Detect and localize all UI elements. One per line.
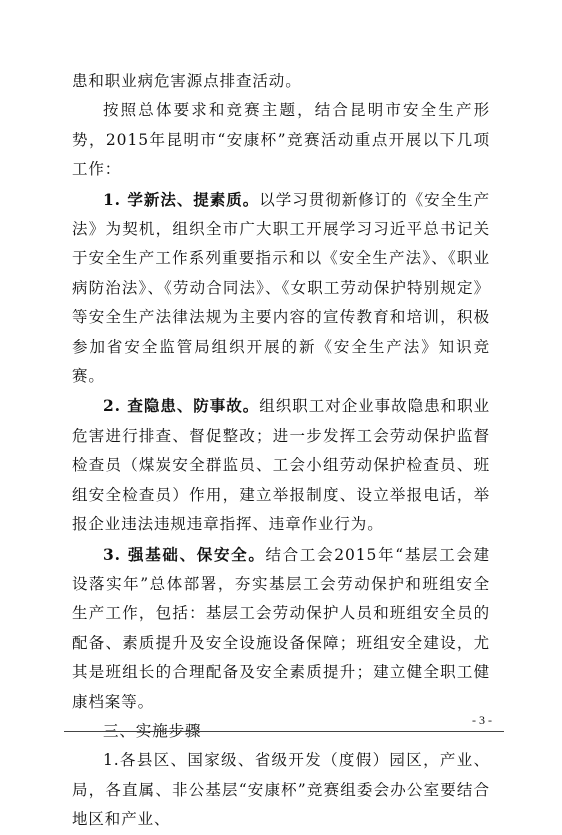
- paragraph-text: 结合工会2015年“基层工会建设落实年”总体部署，夯实基层工会劳动保护和班组安全生产工作，包括：基层工会劳动保护人员和班组安全员的配备、素质提升及安全设施设备保障；班组安全建设，尤其是班组长的合理配备及安全素质提升；建立健全职工健康档案等。: [72, 545, 491, 711]
- footer-divider: [64, 731, 504, 732]
- paragraph-text: 按照总体要求和竞赛主题，结合昆明市安全生产形势，2015年昆明市“安康杯”竞赛活动重点开展以下几项工作：: [72, 101, 490, 179]
- paragraph-intro: [72, 96, 490, 184]
- paragraph-continuation: [72, 67, 490, 96]
- item-heading: 1. 学新法、提素质。: [103, 189, 260, 209]
- section-title: 三、实施步骤: [103, 721, 202, 740]
- page-number: - 3 -: [472, 713, 492, 727]
- paragraph-step-1: [72, 746, 490, 834]
- paragraph-text: 1.各县区、国家级、省级开发（度假）园区，产业、局，各直属、非公基层“安康杯”竞赛组委会办公室要结合地区和产业、: [72, 751, 490, 829]
- item-heading: 2. 查隐患、防事故。: [103, 396, 260, 416]
- paragraph-item-2: [72, 391, 490, 539]
- paragraph-item-1: [72, 185, 490, 392]
- paragraph-item-3: [72, 540, 490, 717]
- paragraph-text: 患和职业病危害源点排查活动。: [72, 72, 302, 90]
- paragraph-text: 以学习贯彻新修订的《安全生产法》为契机，组织全市广大职工开展学习习近平总书记关于安全生产工作系列重要指示和以《安全生产法》、《职业病防治法》、《劳动合同法》、《女职工劳动保护特别规定》等安全生产法律法规为主要内容的宣传教育和培训，积极参加省安全监管局组织开展的新《安全生产法》知识竞赛。: [72, 190, 490, 386]
- item-heading: 3. 强基础、保安全。: [103, 544, 266, 564]
- paragraph-text: 组织职工对企业事故隐患和职业危害进行排查、督促整改；进一步发挥工会劳动保护监督检查员（煤炭安全群监员、工会小组劳动保护检查员、班组安全检查员）作用，建立举报制度、设立举报电话，举报企业违法违规违章指挥、违章作业行为。: [72, 397, 490, 534]
